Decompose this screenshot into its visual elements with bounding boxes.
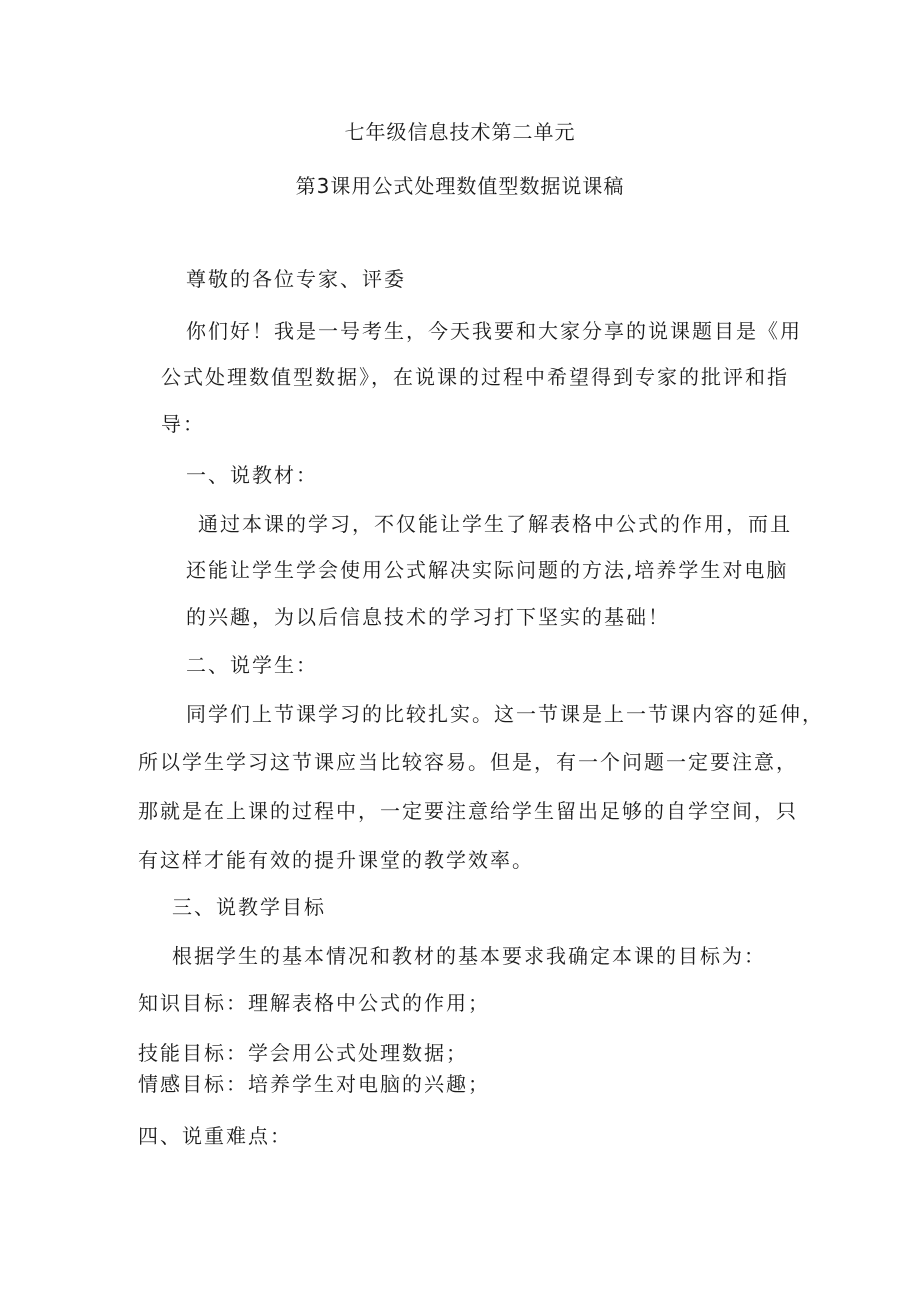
section-2-heading: 二、说学生： [186, 653, 318, 677]
intro-line-1: 你们好！我是一号考生，今天我要和大家分享的说课题目是《用 [186, 319, 802, 343]
section-1-heading: 一、说教材： [186, 463, 318, 487]
intro-line-2: 公式处理数值型数据》，在说课的过程中希望得到专家的批评和指 [161, 365, 789, 389]
section-3-line-1: 根据学生的基本情况和教材的基本要求我确定本课的目标为： [172, 944, 766, 968]
section-3-heading: 三、说教学目标 [172, 895, 326, 919]
objective-emotion: 情感目标：培养学生对电脑的兴趣； [138, 1072, 490, 1096]
section-1-line-2: 还能让学生学会使用公式解决实际问题的方法,培养学生对电脑 [186, 558, 789, 582]
page-subtitle: 第3课用公式处理数值型数据说课稿 [295, 174, 625, 198]
section-2-line-3: 那就是在上课的过程中，一定要注意给学生留出足够的自学空间，只 [138, 799, 798, 823]
greeting: 尊敬的各位专家、评委 [186, 267, 406, 291]
section-2-line-4: 有这样才能有效的提升课堂的教学效率。 [138, 848, 534, 872]
section-2-line-1: 同学们上节课学习的比较扎实。这一节课是上一节课内容的延伸， [186, 702, 824, 726]
section-2-line-2: 所以学生学习这节课应当比较容易。但是，有一个问题一定要注意， [138, 750, 798, 774]
section-4-heading: 四、说重难点： [138, 1124, 292, 1148]
objective-skill: 技能目标：学会用公式处理数据； [138, 1041, 468, 1065]
page-title: 七年级信息技术第二单元 [344, 120, 576, 144]
section-1-line-1: 通过本课的学习，不仅能让学生了解表格中公式的作用，而且 [198, 512, 792, 536]
objective-knowledge: 知识目标：理解表格中公式的作用； [138, 991, 490, 1015]
section-1-line-3: 的兴趣，为以后信息技术的学习打下坚实的基础！ [186, 605, 670, 629]
intro-line-3: 导： [161, 412, 205, 436]
